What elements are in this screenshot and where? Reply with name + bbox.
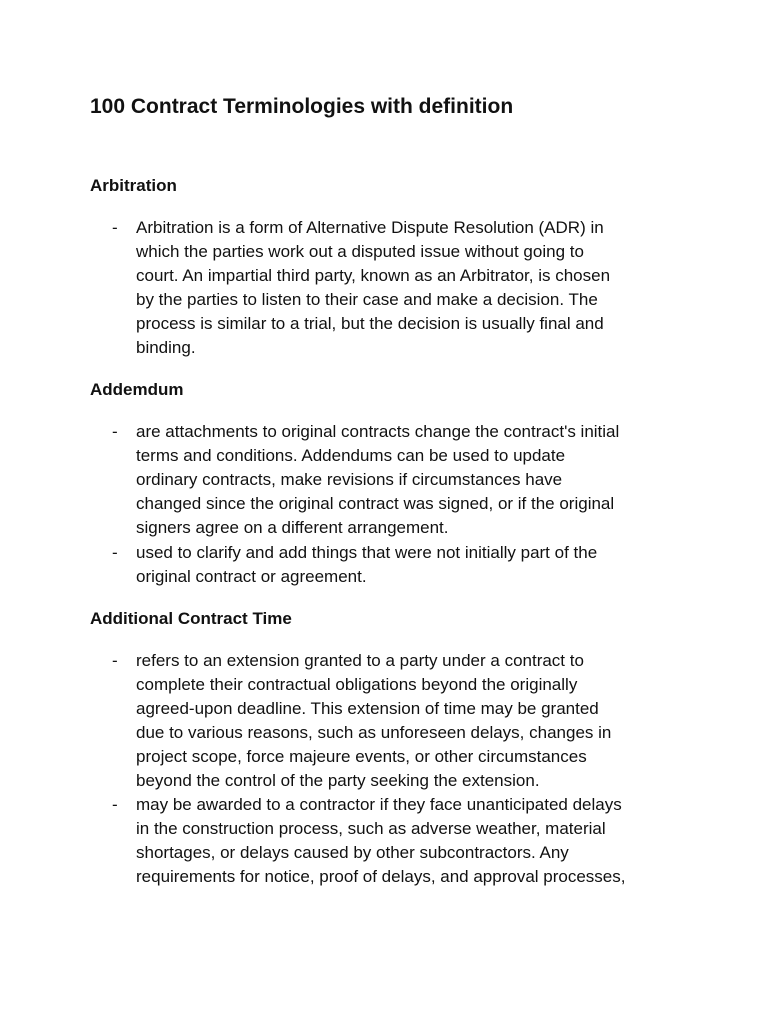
section-heading-addemdum: Addemdum <box>90 380 184 399</box>
section-heading-arbitration: Arbitration <box>90 176 177 195</box>
bullet-dash: - <box>112 795 118 814</box>
definition-text: used to clarify and add things that were not initially part of the original contract or agreement. <box>136 543 598 586</box>
list-item <box>90 216 690 360</box>
definition-text: are attachments to original contracts change the contract's initial terms and conditions. Addendums can be used to update ordinary contracts, make revisions if circumstances have changed since the original contract was signed, or if the original signers agree on a different arrangement. <box>136 422 620 537</box>
definition-text: refers to an extension granted to a party under a contract to complete their contractual obligations beyond the originally agreed-upon deadline. This extension of time may be granted due to various reasons, such as unforeseen delays, changes in project scope, force majeure events, or other circumstances beyond the control of the party seeking the extension. <box>136 651 612 790</box>
section-heading-additional-contract-time: Additional Contract Time <box>90 609 292 628</box>
bullet-dash: - <box>112 422 118 441</box>
bullet-dash: - <box>112 651 118 670</box>
definition-text: may be awarded to a contractor if they face unanticipated delays in the construction process, such as adverse weather, material shortages, or delays caused by other subcontractors. Any requirements for notice, proof of delays, and approval processes, <box>136 795 626 886</box>
list-item <box>90 541 690 589</box>
list-item <box>90 793 690 889</box>
definition-text: Arbitration is a form of Alternative Dispute Resolution (ADR) in which the parties work out a disputed issue without going to court. An impartial third party, known as an Arbitrator, is chosen by the parties to listen to their case and make a decision. The process is similar to a trial, but the decision is usually final and binding. <box>136 218 611 357</box>
document-title: 100 Contract Terminologies with definition <box>90 95 514 118</box>
bullet-dash: - <box>112 543 118 562</box>
bullet-dash: - <box>112 218 118 237</box>
list-item <box>90 649 690 793</box>
list-item <box>90 420 690 540</box>
